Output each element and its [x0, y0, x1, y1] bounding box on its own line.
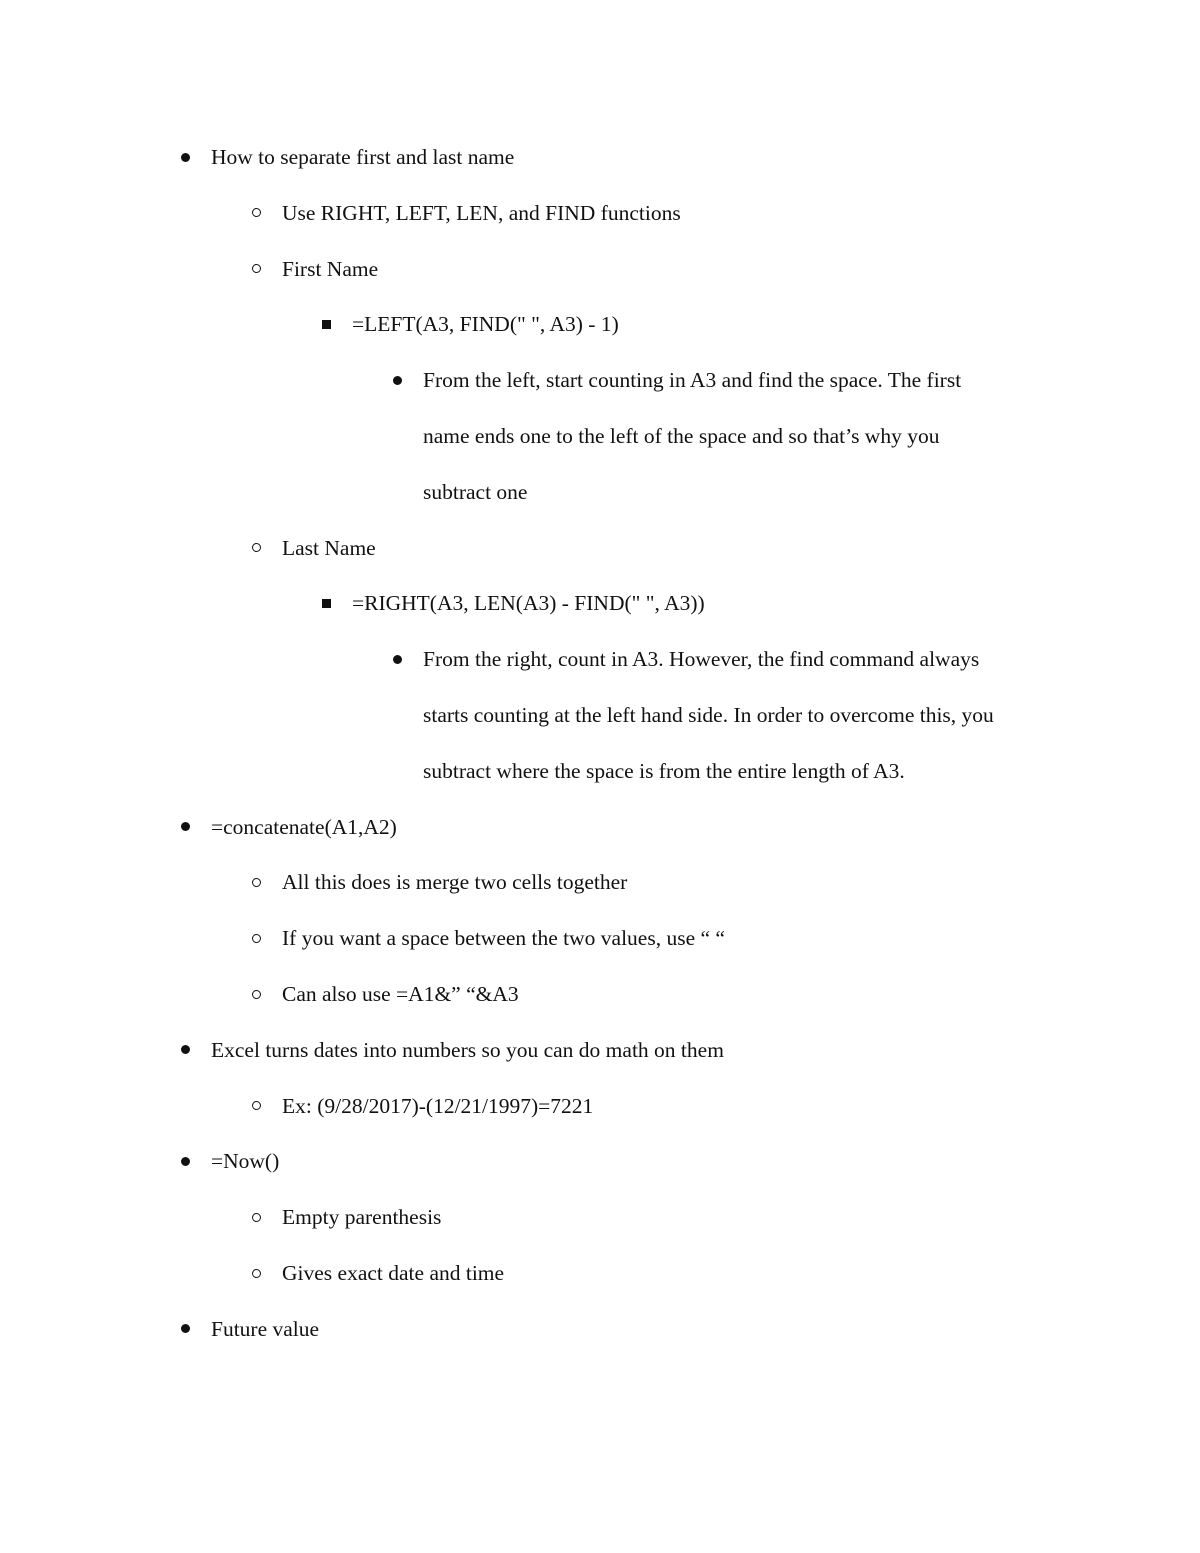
- bullet-circle-icon: [249, 1245, 263, 1301]
- bullet-circle-icon: [249, 1078, 263, 1134]
- list-item-text: First Name: [282, 256, 379, 281]
- bullet-circle-icon: [249, 966, 263, 1022]
- list-item-text: All this does is merge two cells together: [282, 870, 628, 895]
- bullet-disc-icon: [390, 352, 404, 408]
- bullet-square-icon: [319, 296, 333, 352]
- bullet-circle-icon: [249, 185, 263, 241]
- list-item: [0, 799, 1200, 855]
- list-item: [0, 575, 1200, 631]
- list-item-text: starts counting at the left hand side. In order to overcome this, you: [423, 703, 994, 727]
- bullet-circle-icon: [249, 520, 263, 576]
- bullet-circle-icon: [249, 241, 263, 297]
- list-item: [0, 966, 1200, 1022]
- list-item: [0, 241, 1200, 297]
- bullet-disc-icon: [178, 1133, 192, 1189]
- list-item-text: From the left, start counting in A3 and find the space. The first: [423, 368, 962, 393]
- list-item: [0, 1078, 1200, 1134]
- list-item-text: =Now(): [211, 1149, 280, 1174]
- list-item-text: Excel turns dates into numbers so you can do math on them: [211, 1037, 724, 1062]
- list-item: [0, 185, 1200, 241]
- list-item-text: =LEFT(A3, FIND(" ", A3) - 1): [352, 312, 619, 337]
- bullet-circle-icon: [249, 910, 263, 966]
- list-item-text: subtract one: [423, 479, 528, 504]
- bullet-disc-icon: [178, 799, 192, 855]
- list-item: [0, 1245, 1200, 1301]
- list-item-text: If you want a space between the two values, use “ “: [282, 926, 725, 951]
- list-item-text: Last Name: [282, 535, 376, 560]
- list-item: [0, 1022, 1200, 1078]
- list-item: [0, 296, 1200, 352]
- list-item: [0, 910, 1200, 966]
- bullet-disc-icon: [390, 631, 404, 687]
- list-item-text: Gives exact date and time: [282, 1261, 505, 1285]
- list-item: [0, 408, 1200, 464]
- list-item-text: Use RIGHT, LEFT, LEN, and FIND functions: [282, 200, 681, 225]
- bullet-disc-icon: [178, 129, 192, 185]
- list-item-text: Can also use =A1&” “&A3: [282, 982, 519, 1006]
- list-item: [0, 352, 1200, 408]
- list-item-text: =concatenate(A1,A2): [211, 814, 397, 839]
- list-item: [0, 129, 1200, 185]
- list-item-text: How to separate first and last name: [211, 145, 515, 169]
- bullet-disc-icon: [178, 1301, 192, 1357]
- list-item: [0, 464, 1200, 520]
- list-item-text: Ex: (9/28/2017)-(12/21/1997)=7221: [282, 1093, 594, 1118]
- bullet-disc-icon: [178, 1022, 192, 1078]
- list-item: [0, 743, 1200, 799]
- list-item-text: From the right, count in A3. However, the find command always: [423, 647, 980, 672]
- list-item: [0, 687, 1200, 743]
- list-item: [0, 1301, 1200, 1357]
- bullet-circle-icon: [249, 854, 263, 910]
- bullet-circle-icon: [249, 1189, 263, 1245]
- list-item: [0, 854, 1200, 910]
- list-item-text: Future value: [211, 1316, 320, 1341]
- list-item: [0, 520, 1200, 576]
- list-item-text: =RIGHT(A3, LEN(A3) - FIND(" ", A3)): [352, 591, 705, 616]
- list-item: [0, 1133, 1200, 1189]
- list-item: [0, 1189, 1200, 1245]
- list-item-text: Empty parenthesis: [282, 1205, 442, 1230]
- list-item: [0, 631, 1200, 687]
- list-item-text: subtract where the space is from the entire length of A3.: [423, 758, 905, 783]
- list-item-text: name ends one to the left of the space and so that’s why you: [423, 424, 940, 448]
- bullet-square-icon: [319, 575, 333, 631]
